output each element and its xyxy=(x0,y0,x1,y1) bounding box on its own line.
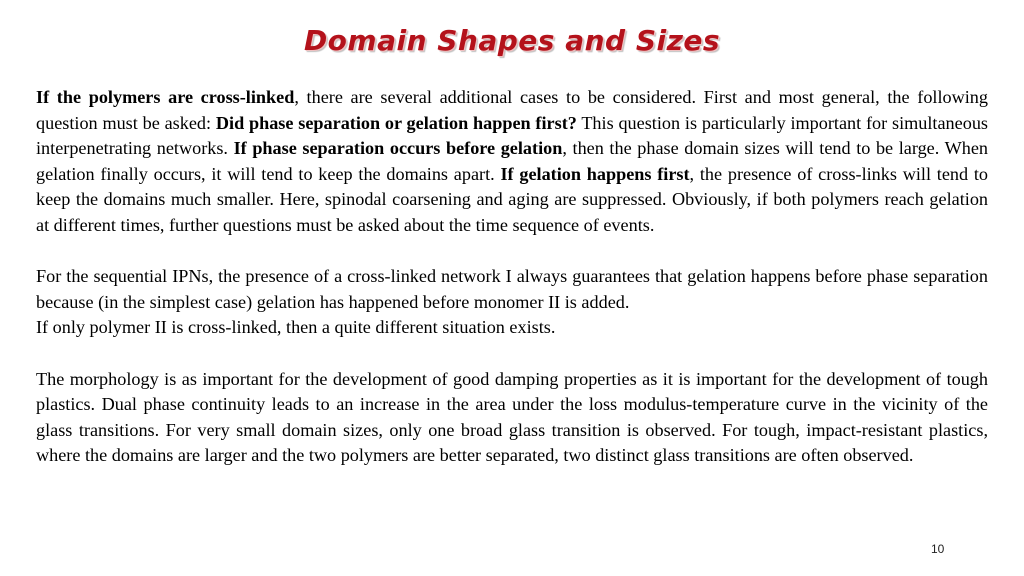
slide-title: Domain Shapes and Sizes xyxy=(303,24,721,57)
paragraph-morphology: The morphology is as important for the development of good damping properties as it is important for the development of tough plastics. Dual phase continuity leads to an increase in the area under the loss modulus-temperature curve in the vicinity of the glass transitions. For very small domain sizes, only one broad glass transition is observed. For tough, impact-resistant plastics, where the domains are larger and the two polymers are better separated, two distinct glass transitions are often observed. xyxy=(36,368,988,466)
page-number: 10 xyxy=(931,542,945,556)
bold-phrase: If the polymers are cross-linked xyxy=(36,87,295,107)
slide-body xyxy=(36,85,988,469)
body-text: This question is particularly important for simultaneous interpenetrating networks. xyxy=(36,112,988,159)
paragraph-cross-linked xyxy=(36,85,988,239)
body-text: , there are several additional cases to be considered. First and most general, the following question must be asked: xyxy=(36,87,988,133)
bold-phrase: If gelation happens first xyxy=(500,163,690,184)
paragraph-gap xyxy=(36,239,988,265)
bold-phrase: If phase separation occurs before gelation xyxy=(233,138,563,159)
paragraph-polymer-ii: If only polymer II is cross-linked, then a quite different situation exists. xyxy=(36,317,556,338)
body-text: , then the phase domain sizes will tend to be large. When gelation finally occurs, it will tend to keep the domains apart. xyxy=(36,138,988,184)
paragraph-sequential-ipns: For the sequential IPNs, the presence of a cross-linked network I always guarantees that gelation happens before phase separation because (in the simplest case) gelation has happened before monomer II is added. xyxy=(36,266,988,312)
body-text: , the presence of cross-links will tend to keep the domains much smaller. Here, spinodal coarsening and aging are suppressed. Obviously, if both polymers reach gelation at different times, further questions must be asked about the time sequence of events. xyxy=(36,163,989,235)
paragraph-gap xyxy=(36,341,988,367)
bold-phrase: Did phase separation or gelation happen first? xyxy=(215,112,577,133)
